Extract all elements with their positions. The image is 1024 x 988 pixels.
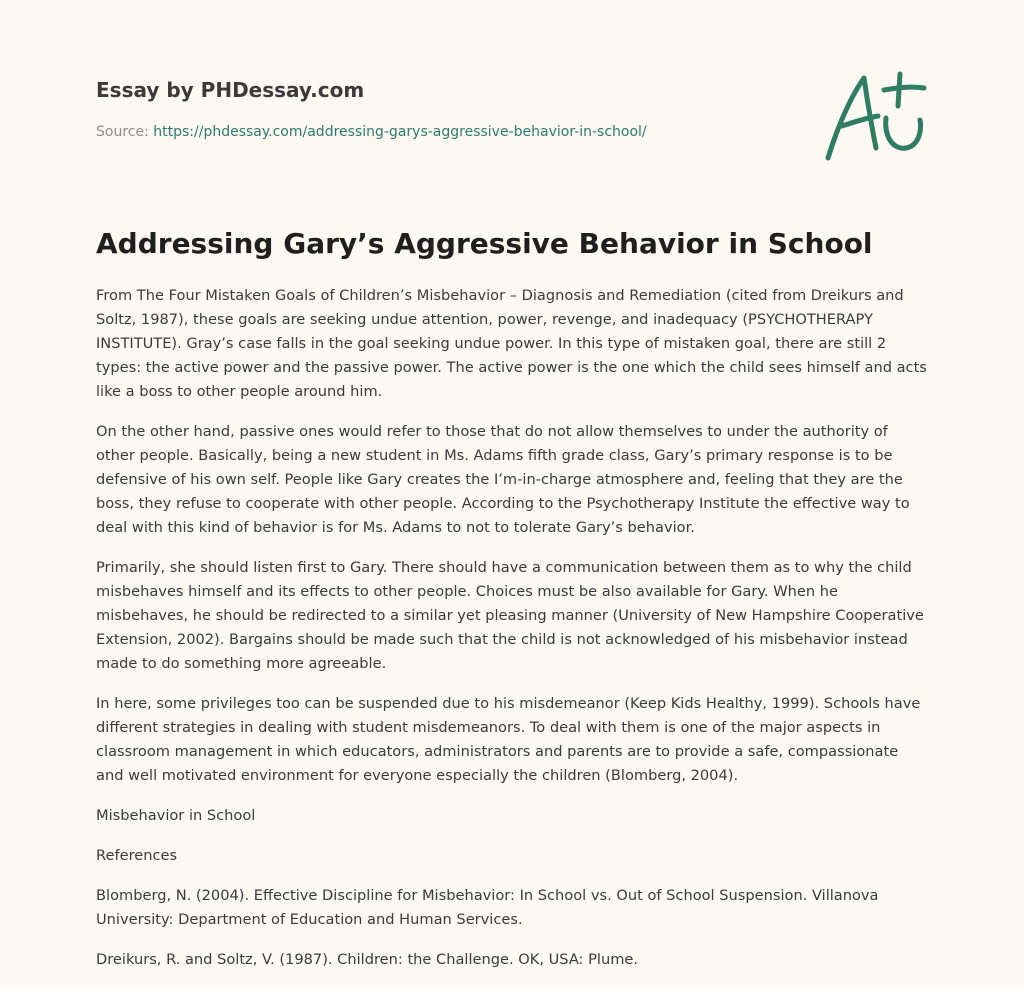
essay-title: Addressing Gary’s Aggressive Behavior in School <box>96 227 873 260</box>
a-plus-logo-icon <box>820 66 930 166</box>
site-title: Essay by PHDessay.com <box>96 78 365 102</box>
reference-item: Dreikurs, R. and Soltz, V. (1987). Children: the Challenge. OK, USA: Plume. <box>96 951 639 968</box>
essay-paragraph: In here, some privileges too can be suspended due to his misdemeanor (Keep Kids Healthy, 1999). Schools have different strategies in dealing with student misdemeanors. To deal with them is one of the major aspects in classroom management in which educators, administrators and parents are to provide a safe, compassionate and well motivated environment for everyone especially the children (Blomberg, 2004). <box>96 695 921 784</box>
source-label: Source: <box>96 124 154 140</box>
essay-paragraph: From The Four Mistaken Goals of Children’s Misbehavior – Diagnosis and Remediation (cited from Dreikurs and Soltz, 1987), these goals are seeking undue attention, power, revenge, and inadequacy (PSYCHOTHERAPY INSTITUTE). Gray’s case falls in the goal seeking undue power. In this type of mistaken goal, there are still 2 types: the active power and the passive power. The active power is the one which the child sees himself and acts like a boss to other people around him. <box>96 287 927 400</box>
essay-paragraph: Primarily, she should listen first to Gary. There should have a communication between them as to why the child misbehaves himself and its effects to other people. Choices must be also available for Gary. When he misbehaves, he should be redirected to a similar yet pleasing manner (University of New Hampshire Cooperative Extension, 2002). Bargains should be made such that the child is not acknowledged of his misbehavior instead made to do something more agreeable. <box>96 559 924 672</box>
essay-body <box>96 284 930 988</box>
references-heading: References <box>96 847 178 864</box>
essay-paragraph: On the other hand, passive ones would refer to those that do not allow themselves to under the authority of other people. Basically, being a new student in Ms. Adams fifth grade class, Gary’s primary response is to be defensive of his own self. People like Gary creates the I’m-in-charge atmosphere and, feeling that they are the boss, they refuse to cooperate with other people. According to the Psychotherapy Institute the effective way to deal with this kind of behavior is for Ms. Adams to not to tolerate Gary’s behavior. <box>96 423 910 536</box>
source-line <box>96 122 796 142</box>
reference-item: Blomberg, N. (2004). Effective Discipline for Misbehavior: In School vs. Out of School Suspension. Villanova University: Department of Education and Human Services. <box>96 887 879 928</box>
essay-header <box>96 76 796 142</box>
section-heading: Misbehavior in School <box>96 807 256 824</box>
source-link[interactable]: https://phdessay.com/addressing-garys-aggressive-behavior-in-school/ <box>153 124 647 140</box>
